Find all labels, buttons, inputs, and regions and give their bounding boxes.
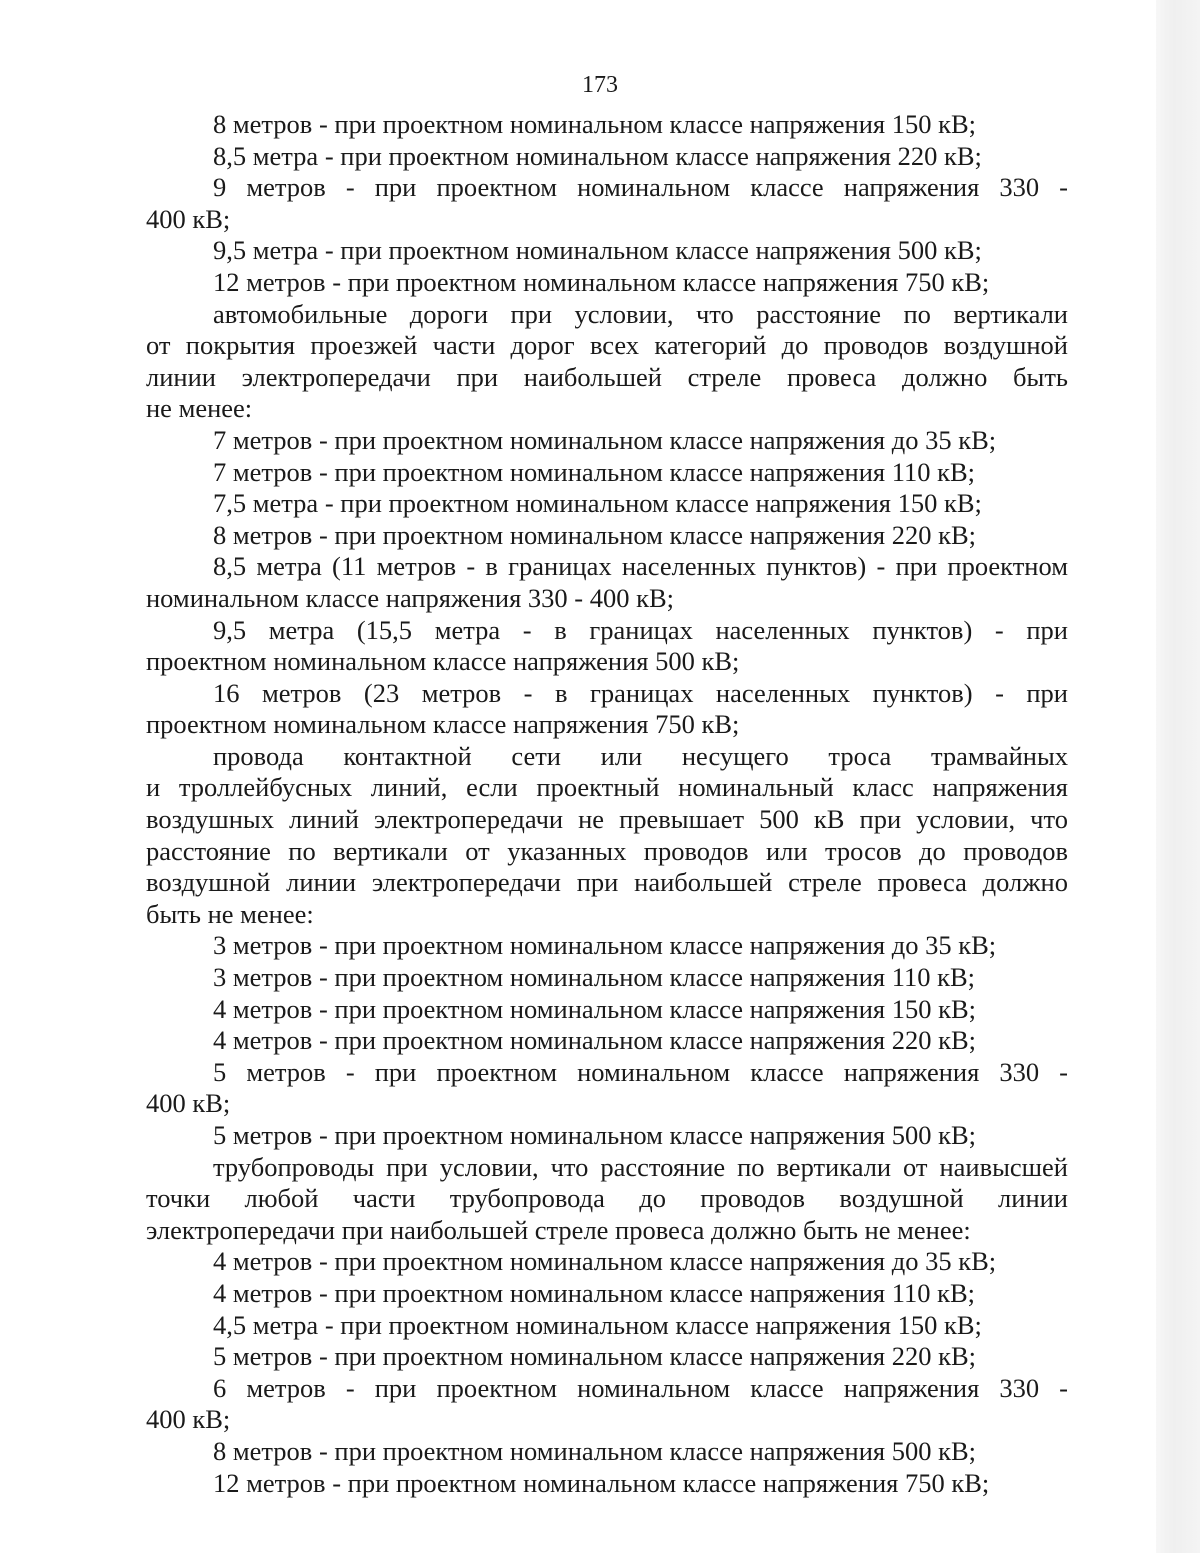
text-line: и троллейбусных линий, если проектный номинальный класс напряжения	[146, 772, 1068, 803]
text-line: 5 метров - при проектном номинальном классе напряжения 500 кВ;	[213, 1120, 977, 1150]
text-line: автомобильные дороги при условии, что расстояние по вертикали	[213, 298, 1068, 329]
text-line: электропередачи при наибольшей стреле провеса должно быть не менее:	[146, 1214, 971, 1245]
text-line: 9,5 метра - при проектном номинальном классе напряжения 500 кВ;	[213, 235, 982, 266]
text-line: точки любой части трубопровода до проводов воздушной линии	[146, 1183, 1068, 1214]
page-number: 173	[582, 72, 618, 98]
text-line: трубопроводы при условии, что расстояние по вертикали от наивысшей	[213, 1151, 1068, 1182]
text-line: проектном номинальном классе напряжения 500 кВ;	[146, 646, 740, 677]
text-line: 12 метров - при проектном номинальном классе напряжения 750 кВ;	[213, 266, 990, 297]
text-line: 400 кВ;	[146, 1404, 231, 1435]
text-line: от покрытия проезжей части дорог всех категорий до проводов воздушной	[146, 330, 1068, 361]
text-line: 6 метров - при проектном номинальном классе напряжения 330 -	[213, 1372, 1068, 1403]
text-line: 7 метров - при проектном номинальном классе напряжения до 35 кВ;	[213, 424, 997, 455]
text-line: 8,5 метра - при проектном номинальном классе напряжения 220 кВ;	[213, 140, 982, 171]
text-line: 9,5 метра (15,5 метра - в границах населенных пунктов) - при	[213, 614, 1068, 645]
text-line: быть не менее:	[146, 898, 314, 929]
text-line: 5 метров - при проектном номинальном классе напряжения 220 кВ;	[213, 1341, 977, 1372]
text-line: расстояние по вертикали от указанных проводов или тросов до проводов	[146, 835, 1068, 866]
document-body	[146, 109, 1068, 1499]
text-line: проектном номинальном классе напряжения 750 кВ;	[146, 709, 740, 740]
text-line: 9 метров - при проектном номинальном классе напряжения 330 -	[213, 172, 1068, 203]
text-line: 4 метров - при проектном номинальном классе напряжения 220 кВ;	[213, 1025, 977, 1056]
text-line: 8 метров - при проектном номинальном классе напряжения 500 кВ;	[213, 1435, 977, 1466]
scan-edge-shadow	[1156, 0, 1200, 1553]
text-line: 4 метров - при проектном номинальном классе напряжения до 35 кВ;	[213, 1246, 997, 1277]
text-line: не менее:	[146, 393, 253, 424]
text-line: номинальном классе напряжения 330 - 400 кВ;	[146, 582, 675, 613]
text-line: 4 метров - при проектном номинальном классе напряжения 110 кВ;	[213, 1277, 976, 1308]
text-line: воздушной линии электропередачи при наибольшей стреле провеса должно	[146, 867, 1068, 898]
text-line: 400 кВ;	[146, 203, 231, 234]
text-line: 4 метров - при проектном номинальном классе напряжения 150 кВ;	[213, 993, 977, 1024]
text-line: 8 метров - при проектном номинальном классе напряжения 150 кВ;	[213, 109, 977, 139]
text-line: линии электропередачи при наибольшей стреле провеса должно быть	[146, 361, 1068, 392]
text-line: воздушных линий электропередачи не превышает 500 кВ при условии, что	[146, 804, 1068, 835]
text-line: 3 метров - при проектном номинальном классе напряжения до 35 кВ;	[213, 930, 997, 961]
text-line: 5 метров - при проектном номинальном классе напряжения 330 -	[213, 1056, 1068, 1087]
text-line: 16 метров (23 метров - в границах населенных пунктов) - при	[213, 677, 1068, 708]
text-line: 8,5 метра (11 метров - в границах населенных пунктов) - при проектном	[213, 551, 1068, 582]
text-line: 3 метров - при проектном номинальном классе напряжения 110 кВ;	[213, 962, 976, 993]
text-line: 7,5 метра - при проектном номинальном классе напряжения 150 кВ;	[213, 488, 982, 519]
text-line: 12 метров - при проектном номинальном классе напряжения 750 кВ;	[213, 1467, 990, 1498]
text-line: 7 метров - при проектном номинальном классе напряжения 110 кВ;	[213, 456, 976, 487]
text-line: 8 метров - при проектном номинальном классе напряжения 220 кВ;	[213, 519, 977, 550]
text-line: 4,5 метра - при проектном номинальном классе напряжения 150 кВ;	[213, 1309, 982, 1340]
text-line: провода контактной сети или несущего троса трамвайных	[213, 740, 1068, 771]
text-line: 400 кВ;	[146, 1088, 231, 1119]
